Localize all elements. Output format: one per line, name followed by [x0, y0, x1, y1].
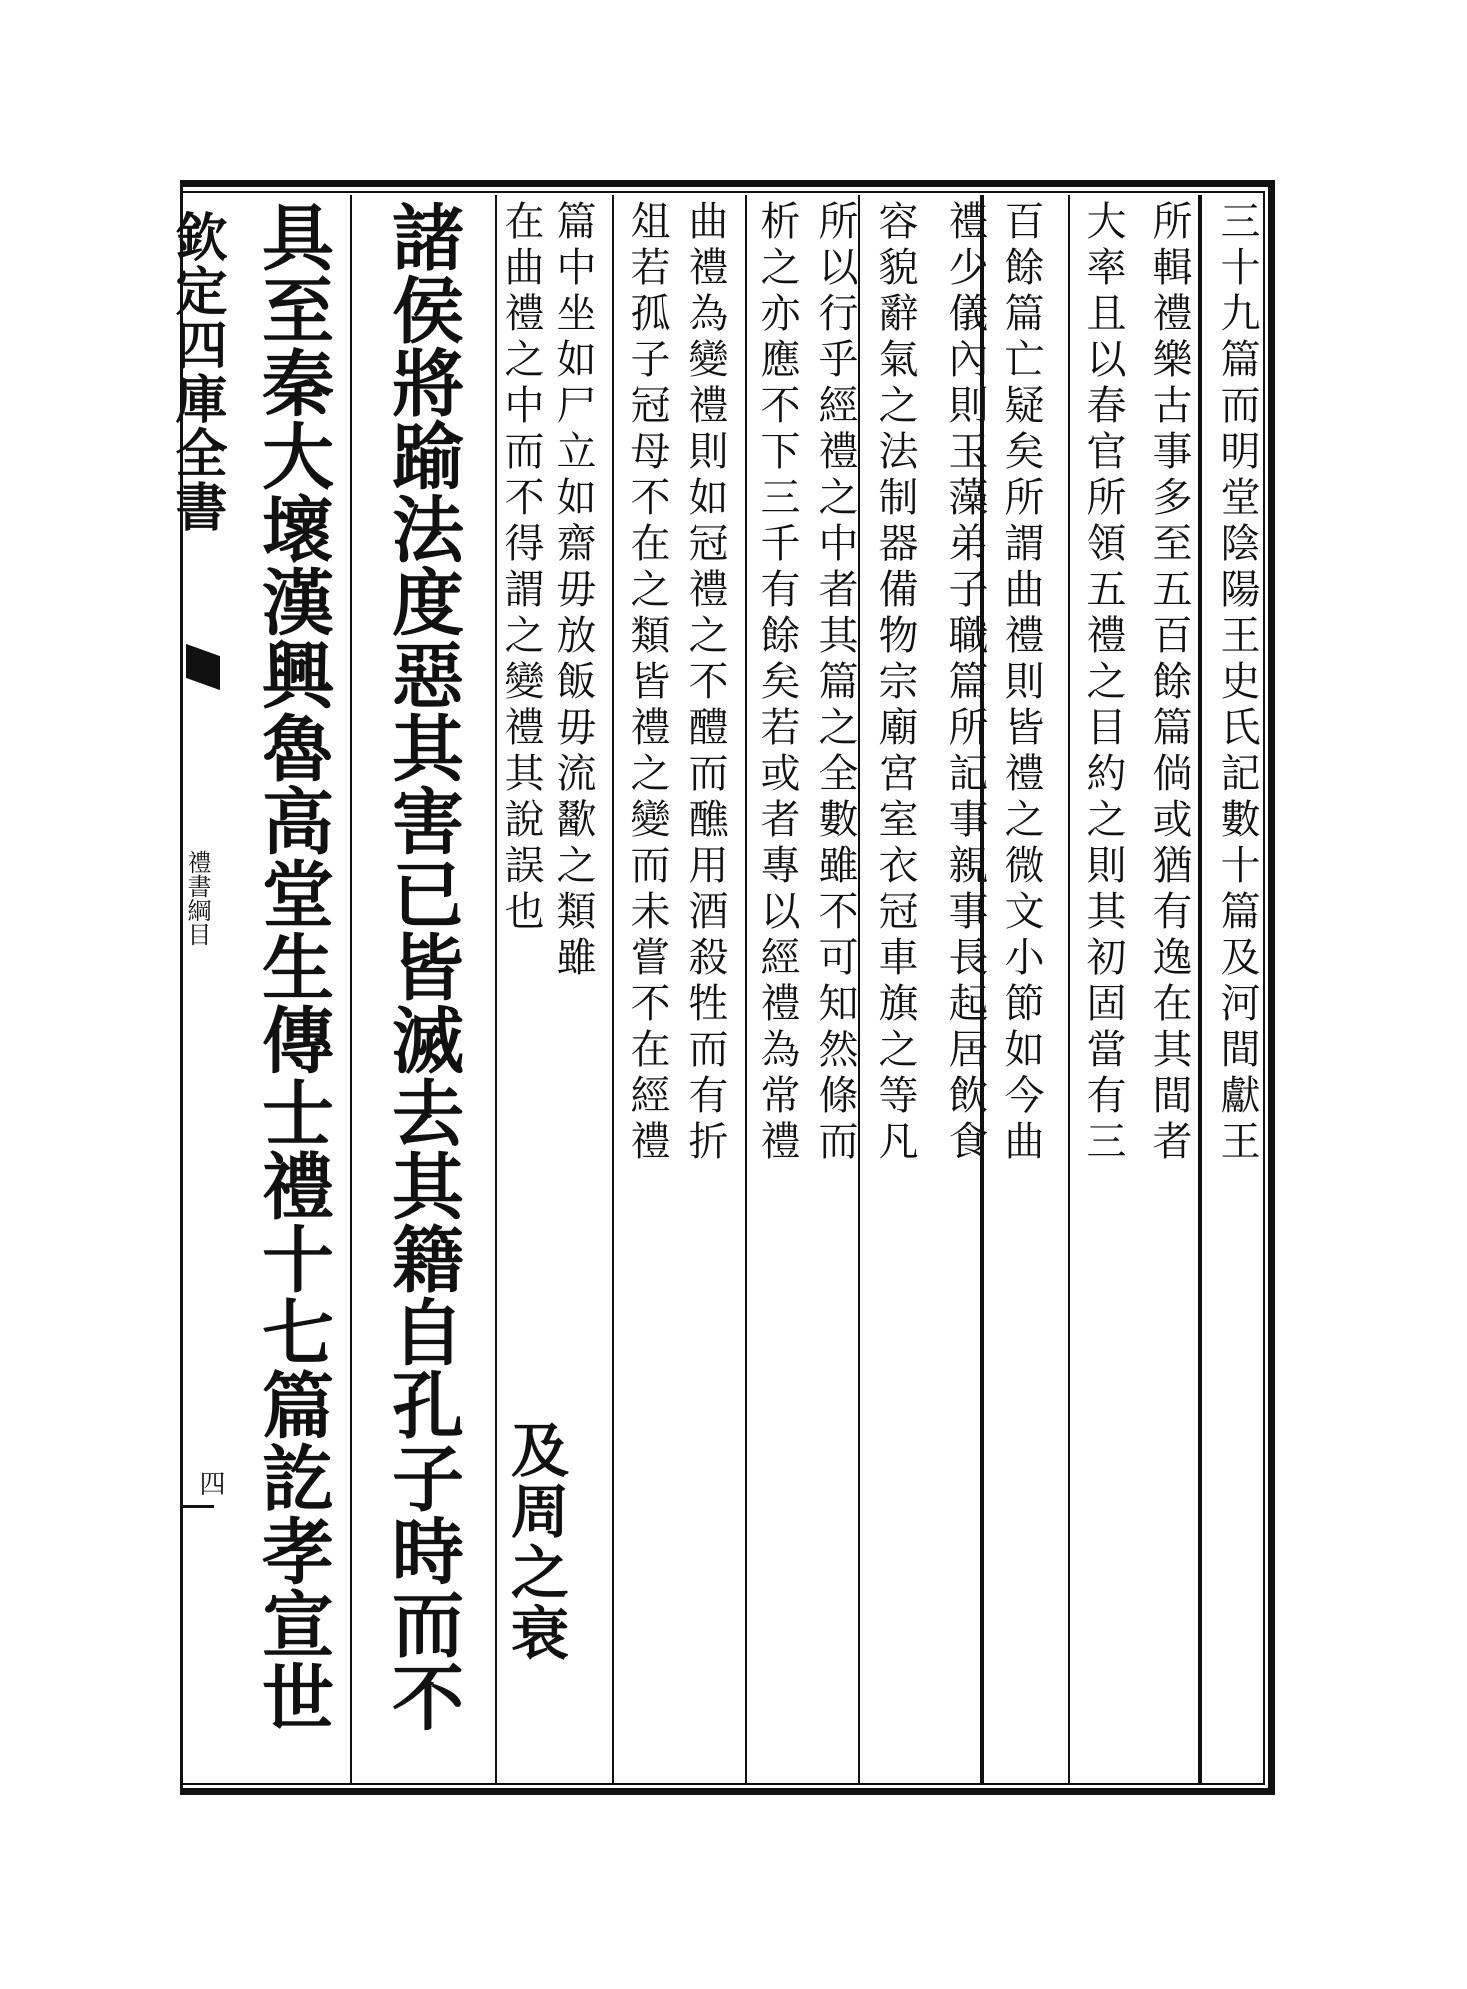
text-column-10: 俎若孤子冠母不在之類皆禮之變而未嘗不在經禮 — [624, 200, 670, 1166]
text-column-14: 具至秦大壞漢興魯高堂生傳士禮十七篇訖孝宣世 — [250, 200, 335, 1733]
spine-subtitle: 禮書綱目 — [183, 850, 211, 946]
column-separator — [1068, 195, 1070, 1785]
column-separator — [350, 195, 352, 1785]
text-column-6: 容貌辭氣之法制器備物宗廟宮室衣冠車旗之等凡 — [872, 200, 918, 1166]
spine-title: 欽定四庫全書 — [166, 210, 227, 534]
text-column-7: 所以行乎經禮之中者其篇之全數雖不可知然條而 — [812, 200, 858, 1166]
column-separator — [745, 195, 747, 1785]
column-separator — [1198, 195, 1202, 1785]
text-column-11: 篇中坐如尸立如齋毋放飯毋流歠之類雖 — [550, 200, 596, 982]
text-column-3: 大率且以春官所領五禮之目約之則其初固當有三 — [1080, 200, 1126, 1166]
text-column-5: 禮少儀內則玉藻弟子職篇所記事親事長起居飲食 — [942, 200, 988, 1166]
text-column-1: 三十九篇而明堂陰陽王史氏記數十篇及河間獻王 — [1214, 200, 1260, 1166]
page-number-rule — [180, 1505, 214, 1508]
text-column-12: 在曲禮之中而不得謂之變禮其說誤也 — [498, 200, 544, 936]
text-column-13: 諸侯將踰法度惡其害已皆滅去其籍自孔子時而不 — [380, 200, 465, 1733]
text-column-8: 析之亦應不下三千有餘矣若或者專以經禮為常禮 — [754, 200, 800, 1166]
text-column-2: 所輯禮樂古事多至五百餘篇倘或猶有逸在其間者 — [1146, 200, 1192, 1166]
text-column-4: 百餘篇亡疑矣所謂曲禮則皆禮之微文小節如今曲 — [998, 200, 1044, 1166]
text-column-12b: 及周之衰 — [501, 1420, 569, 1664]
page-number: 四 — [195, 1470, 225, 1496]
text-column-9: 曲禮為變禮則如冠禮之不醴而醮用酒殺牲而有折 — [682, 200, 728, 1166]
column-separator — [612, 195, 614, 1785]
